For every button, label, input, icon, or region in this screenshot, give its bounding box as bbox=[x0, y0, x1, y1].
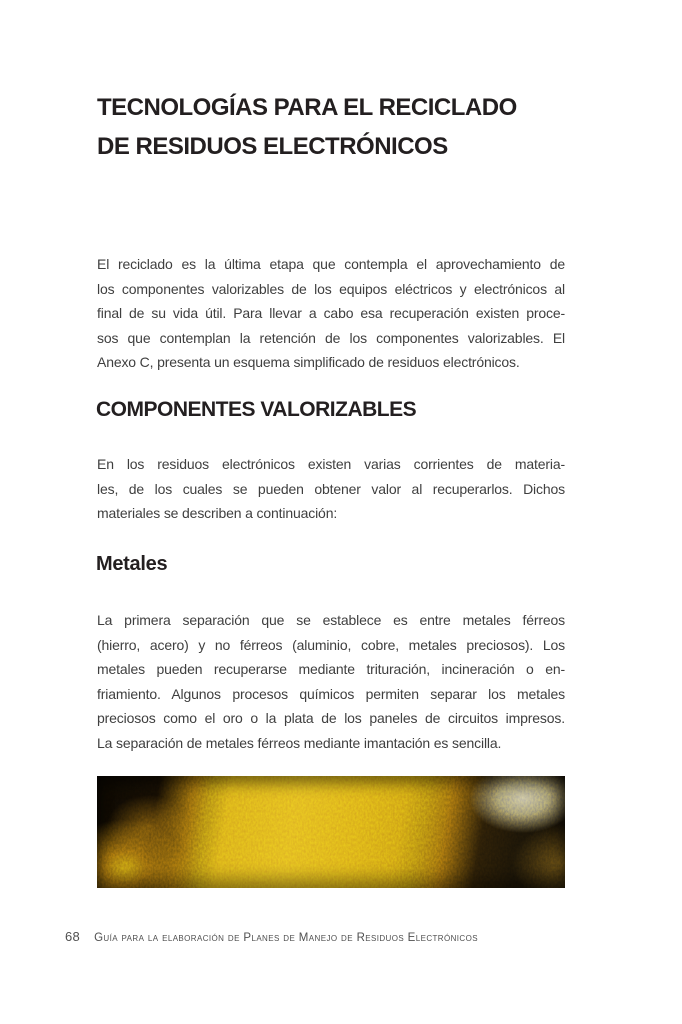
paragraph-line: (hierro, acero) y no férreos (aluminio, cobre, metales preciosos). Los bbox=[97, 636, 565, 653]
paragraph-line: materiales se describen a continuación: bbox=[97, 505, 338, 521]
paragraph-line: preciosos como el oro o la plata de los paneles de circuitos impresos. bbox=[97, 710, 565, 726]
paragraph-line: metales pueden recuperarse mediante trituración, incineración o en- bbox=[97, 661, 565, 677]
metales-paragraph bbox=[97, 608, 565, 755]
subsection-heading-metales: Metales bbox=[96, 553, 168, 575]
paragraph-line: La separación de metales férreos mediante imantación es sencilla. bbox=[97, 734, 502, 751]
page-title-line: DE RESIDUOS ELECTRÓNICOS bbox=[97, 133, 448, 160]
page-title-line: TECNOLOGÍAS PARA EL RECICLADO bbox=[97, 94, 517, 121]
section-intro-paragraph bbox=[97, 452, 565, 526]
paragraph-line: Anexo C, presenta un esquema simplificado de residuos electrónicos. bbox=[97, 354, 520, 370]
paragraph-line: En los residuos electrónicos existen varias corrientes de materia- bbox=[97, 456, 565, 472]
intro-paragraph bbox=[97, 252, 565, 375]
page-number: 68 bbox=[65, 929, 81, 944]
page-title bbox=[97, 88, 569, 166]
paragraph-line: les, de los cuales se pueden obtener valor al recuperarlos. Dichos bbox=[97, 480, 565, 497]
photo-shredded-metal-scrap bbox=[97, 776, 565, 888]
paragraph-line: sos que contemplan la retención de los componentes valorizables. El bbox=[97, 329, 565, 346]
paragraph-line: final de su vida útil. Para llevar a cabo esa recuperación existen proce- bbox=[97, 305, 565, 321]
section-heading-componentes-valorizables: COMPONENTES VALORIZABLES bbox=[96, 398, 417, 421]
paragraph-line: El reciclado es la última etapa que contempla el aprovechamiento de bbox=[97, 256, 565, 272]
paragraph-line: los componentes valorizables de los equipos eléctricos y electrónicos al bbox=[97, 280, 565, 297]
page-footer bbox=[65, 929, 478, 944]
photo-vignette bbox=[97, 776, 565, 888]
footer-book-title: Guía para la elaboración de Planes de Manejo de Residuos Electrónicos bbox=[94, 932, 478, 944]
paragraph-line: La primera separación que se establece es entre metales férreos bbox=[97, 612, 565, 628]
paragraph-line: friamiento. Algunos procesos químicos permiten separar los metales bbox=[97, 685, 565, 702]
